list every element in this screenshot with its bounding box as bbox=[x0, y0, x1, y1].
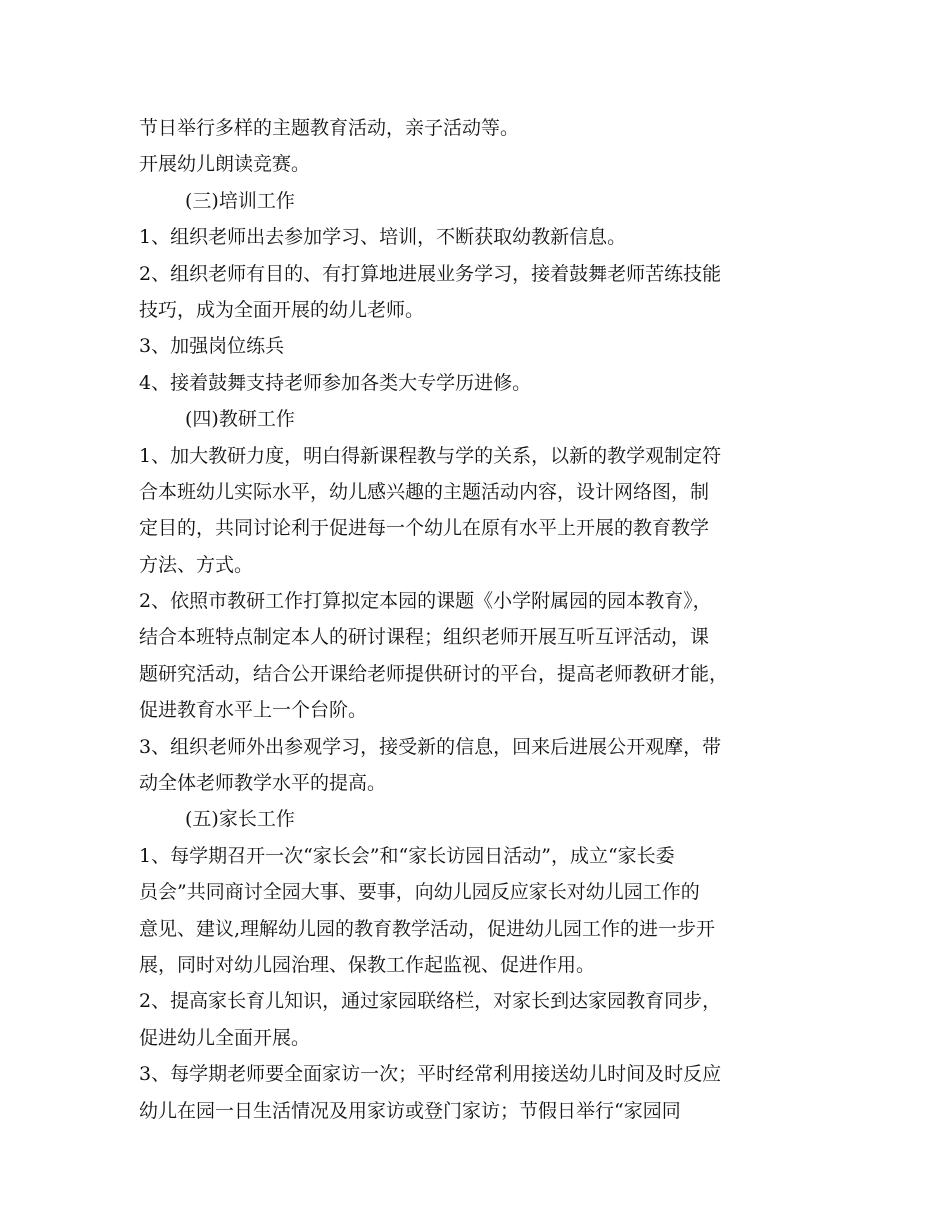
text-line: 促进幼儿全面开展。 bbox=[139, 1026, 311, 1049]
text-line: 1、加大教研力度，明白得新课程教与学的关系，以新的教学观制定符 bbox=[139, 444, 722, 467]
text-line: 节日举行多样的主题教育活动，亲子活动等。 bbox=[139, 117, 520, 139]
text-line: 定目的，共同讨论利于促进每一个幼儿在原有水平上开展的教育教学 bbox=[139, 517, 710, 540]
text-line: 意见、建议,理解幼儿园的教育教学活动，促进幼儿园工作的进一步开 bbox=[139, 917, 716, 940]
text-line: 幼儿在园一日生活情况及用家访或登门家访；节假日举行“家园同 bbox=[139, 1099, 681, 1122]
text-line: 1、每学期召开一次“家长会”和“家长访园日活动”，成立“家长委 bbox=[139, 844, 675, 867]
text-line: 开展幼儿朗读竞赛。 bbox=[139, 153, 311, 176]
section-heading: (四)教研工作 bbox=[185, 408, 295, 431]
section-heading: (三)培训工作 bbox=[185, 189, 295, 212]
text-line: 合本班幼儿实际水平，幼儿感兴趣的主题活动内容，设计网络图，制 bbox=[139, 480, 710, 503]
text-line: 展，同时对幼儿园治理、保教工作起监视、促进作用。 bbox=[139, 953, 596, 976]
text-line: 4、接着鼓舞支持老师参加各类大专学历进修。 bbox=[139, 371, 532, 394]
text-line: 题研究活动，结合公开课给老师提供研讨的平台，提高老师教研才能， bbox=[139, 662, 729, 685]
text-line: 动全体老师教学水平的提高。 bbox=[139, 772, 387, 795]
text-line: 技巧，成为全面开展的幼儿老师。 bbox=[139, 298, 425, 321]
text-line: 3、每学期老师要全面家访一次；平时经常利用接送幼儿时间及时反应 bbox=[139, 1063, 722, 1086]
text-line: 促进教育水平上一个台阶。 bbox=[139, 699, 368, 722]
text-line: 2、组织老师有目的、有打算地进展业务学习，接着鼓舞老师苦练技能 bbox=[139, 262, 722, 285]
text-line: 员会”共同商讨全园大事、要事，向幼儿园反应家长对幼儿园工作的 bbox=[139, 881, 700, 904]
text-line: 3、加强岗位练兵 bbox=[139, 335, 285, 358]
text-line: 1、组织老师出去参加学习、培训，不断获取幼教新信息。 bbox=[139, 226, 627, 249]
text-line: 2、提高家长育儿知识，通过家园联络栏，对家长到达家园教育同步， bbox=[139, 990, 722, 1013]
text-line: 3、组织老师外出参观学习，接受新的信息，回来后进展公开观摩，带 bbox=[139, 735, 722, 758]
text-line: 2、依照市教研工作打算拟定本园的课题《小学附属园的园本教育》， bbox=[139, 590, 712, 613]
document-body bbox=[139, 110, 839, 1129]
section-heading: (五)家长工作 bbox=[185, 808, 295, 831]
text-line: 结合本班特点制定本人的研讨课程；组织老师开展互听互评活动，课 bbox=[139, 626, 710, 649]
text-line: 方法、方式。 bbox=[139, 553, 254, 576]
